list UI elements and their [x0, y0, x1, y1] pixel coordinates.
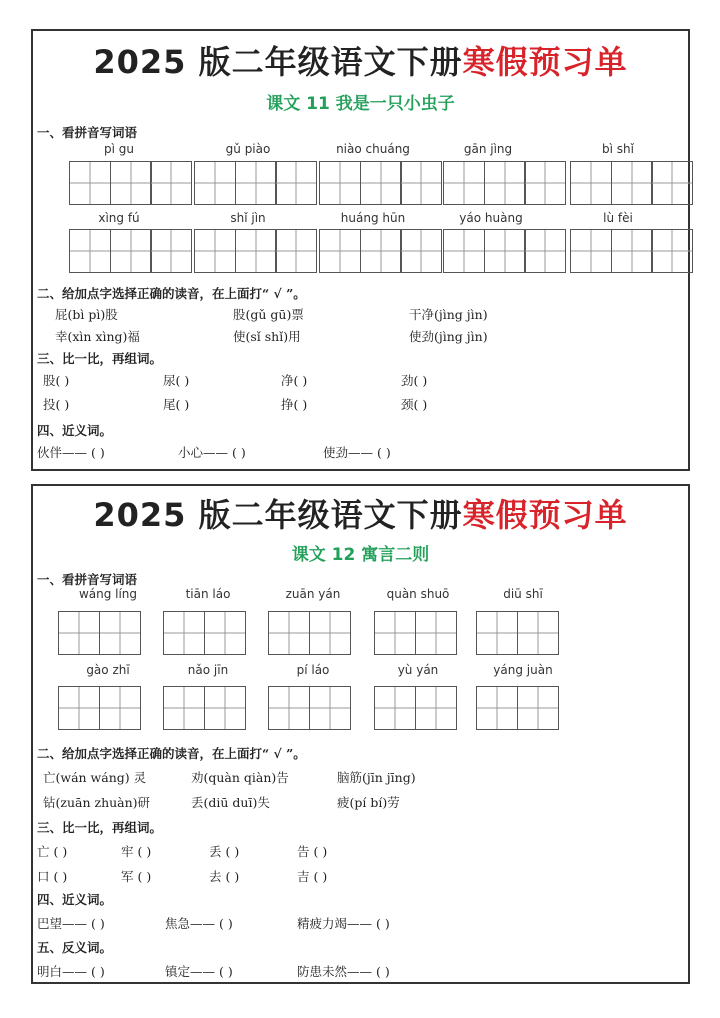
- tian-zi-ge-cell[interactable]: [651, 229, 693, 273]
- tian-zi-ge-cell[interactable]: [360, 229, 402, 273]
- tian-zi-ge-cell[interactable]: [309, 686, 351, 730]
- compare-item[interactable]: 亡 ( ): [37, 844, 68, 859]
- section-heading-pinyin: 一、看拼音写词语: [37, 572, 138, 587]
- tian-zi-ge-cell[interactable]: [319, 161, 361, 205]
- pronunciation-item[interactable]: 使(sǐ shǐ)用: [233, 329, 301, 344]
- compare-item[interactable]: 尿( ): [163, 373, 190, 388]
- writing-grid[interactable]: [194, 229, 316, 273]
- tian-zi-ge-cell[interactable]: [319, 229, 361, 273]
- lesson-subtitle: 课文 12 寓言二则: [291, 545, 430, 565]
- tian-zi-ge-cell[interactable]: [517, 686, 559, 730]
- pronunciation-item[interactable]: 劝(quàn qiàn)告: [191, 770, 289, 785]
- pronunciation-item[interactable]: 钻(zuān zhuàn)研: [43, 795, 151, 810]
- synonym-item[interactable]: 精疲力竭—— ( ): [297, 916, 390, 931]
- tian-zi-ge-cell[interactable]: [69, 229, 111, 273]
- section-heading-compare: 三、比一比，再组词。: [37, 351, 163, 366]
- tian-zi-ge-cell[interactable]: [99, 611, 141, 655]
- tian-zi-ge-cell[interactable]: [194, 229, 236, 273]
- pinyin-label: lù fèi: [603, 211, 633, 225]
- tian-zi-ge-cell[interactable]: [110, 229, 152, 273]
- pronunciation-item[interactable]: 疲(pí bí)劳: [337, 795, 400, 810]
- tian-zi-ge-cell[interactable]: [110, 161, 152, 205]
- pinyin-label: shǐ jìn: [230, 211, 266, 225]
- section-heading-synonyms: 四、近义词。: [37, 423, 113, 438]
- compare-item[interactable]: 吉 ( ): [297, 869, 328, 884]
- tian-zi-ge-cell[interactable]: [150, 229, 192, 273]
- antonym-item[interactable]: 明白—— ( ): [37, 964, 105, 979]
- writing-grid[interactable]: [163, 611, 244, 655]
- compare-item[interactable]: 劲( ): [401, 373, 428, 388]
- writing-grid[interactable]: [163, 686, 244, 730]
- compare-item[interactable]: 军 ( ): [121, 869, 152, 884]
- writing-grid[interactable]: [69, 161, 191, 205]
- pronunciation-item[interactable]: 丢(diū duī)失: [191, 795, 270, 810]
- pinyin-label: niào chuáng: [336, 142, 410, 156]
- compare-item[interactable]: 股( ): [43, 373, 70, 388]
- compare-item[interactable]: 去 ( ): [209, 869, 240, 884]
- synonym-item[interactable]: 伙伴—— ( ): [37, 445, 105, 460]
- writing-grid[interactable]: [374, 611, 455, 655]
- pinyin-label: gào zhī: [86, 663, 130, 677]
- tian-zi-ge-cell[interactable]: [163, 686, 205, 730]
- tian-zi-ge-cell[interactable]: [204, 686, 246, 730]
- pinyin-label: yáo huàng: [459, 211, 523, 225]
- tian-zi-ge-cell[interactable]: [484, 161, 526, 205]
- tian-zi-ge-cell[interactable]: [268, 611, 310, 655]
- tian-zi-ge-cell[interactable]: [360, 161, 402, 205]
- pinyin-label: yáng juàn: [493, 663, 553, 677]
- writing-grid[interactable]: [443, 161, 565, 205]
- tian-zi-ge-cell[interactable]: [99, 686, 141, 730]
- tian-zi-ge-cell[interactable]: [443, 161, 485, 205]
- tian-zi-ge-cell[interactable]: [570, 229, 612, 273]
- tian-zi-ge-cell[interactable]: [651, 161, 693, 205]
- pinyin-label: huáng hūn: [340, 211, 406, 225]
- tian-zi-ge-cell[interactable]: [69, 161, 111, 205]
- antonym-item[interactable]: 防患未然—— ( ): [297, 964, 390, 979]
- section-heading-pronunciation: 二、给加点字选择正确的读音，在上面打“ √ ”。: [37, 746, 306, 761]
- compare-item[interactable]: 告 ( ): [297, 844, 328, 859]
- tian-zi-ge-cell[interactable]: [517, 611, 559, 655]
- pronunciation-item[interactable]: 干净(jìng jìn): [409, 307, 488, 322]
- lesson-subtitle: 课文 11 我是一只小虫子: [266, 94, 455, 114]
- tian-zi-ge-cell[interactable]: [443, 229, 485, 273]
- writing-grid[interactable]: [476, 686, 557, 730]
- pronunciation-item[interactable]: 股(gǔ gū)票: [233, 307, 304, 322]
- synonym-item[interactable]: 使劲—— ( ): [323, 445, 391, 460]
- worksheet-lesson-12: [31, 484, 690, 984]
- writing-grid[interactable]: [570, 229, 692, 273]
- tian-zi-ge-cell[interactable]: [58, 611, 100, 655]
- tian-zi-ge-cell[interactable]: [58, 686, 100, 730]
- tian-zi-ge-cell[interactable]: [570, 161, 612, 205]
- tian-zi-ge-cell[interactable]: [400, 161, 442, 205]
- sheet-title: [33, 37, 688, 83]
- compare-item[interactable]: 挣( ): [281, 397, 308, 412]
- tian-zi-ge-cell[interactable]: [415, 686, 457, 730]
- tian-zi-ge-cell[interactable]: [374, 686, 416, 730]
- pinyin-label: pí láo: [296, 663, 330, 677]
- tian-zi-ge-cell[interactable]: [309, 611, 351, 655]
- tian-zi-ge-cell[interactable]: [611, 229, 653, 273]
- section-heading-synonyms: 四、近义词。: [37, 892, 113, 907]
- pinyin-label: bì shǐ: [602, 142, 634, 156]
- tian-zi-ge-cell[interactable]: [524, 229, 566, 273]
- compare-item[interactable]: 尾( ): [163, 397, 190, 412]
- writing-grid[interactable]: [374, 686, 455, 730]
- pinyin-label: xìng fú: [98, 211, 140, 225]
- antonym-item[interactable]: 镇定—— ( ): [165, 964, 233, 979]
- tian-zi-ge-cell[interactable]: [484, 229, 526, 273]
- pronunciation-item[interactable]: 幸(xìn xìng)福: [55, 329, 140, 344]
- pinyin-label: diū shī: [503, 587, 543, 601]
- pronunciation-item[interactable]: 亡(wán wáng) 灵: [43, 770, 147, 785]
- synonym-item[interactable]: 巴望—— ( ): [37, 916, 105, 931]
- tian-zi-ge-cell[interactable]: [400, 229, 442, 273]
- compare-item[interactable]: 丢 ( ): [209, 844, 240, 859]
- pinyin-label: zuān yán: [285, 587, 341, 601]
- compare-item[interactable]: 净( ): [281, 373, 308, 388]
- writing-grid[interactable]: [58, 686, 139, 730]
- tian-zi-ge-cell[interactable]: [476, 686, 518, 730]
- tian-zi-ge-cell[interactable]: [194, 161, 236, 205]
- title-highlight: 寒假预习单: [462, 43, 628, 81]
- pinyin-label: yù yán: [397, 663, 439, 677]
- pinyin-label: quàn shuō: [386, 587, 450, 601]
- section-heading-pinyin: 一、看拼音写词语: [37, 125, 138, 140]
- writing-grid[interactable]: [69, 229, 191, 273]
- sheet-title: [33, 490, 688, 536]
- tian-zi-ge-cell[interactable]: [163, 611, 205, 655]
- writing-grid[interactable]: [194, 161, 316, 205]
- tian-zi-ge-cell[interactable]: [415, 611, 457, 655]
- pinyin-label: gān jìng: [463, 142, 513, 156]
- writing-grid[interactable]: [319, 229, 441, 273]
- pinyin-label: pì gu: [104, 142, 134, 156]
- writing-grid[interactable]: [443, 229, 565, 273]
- synonym-item[interactable]: 小心—— ( ): [178, 445, 246, 460]
- tian-zi-ge-cell[interactable]: [235, 229, 277, 273]
- tian-zi-ge-cell[interactable]: [235, 161, 277, 205]
- tian-zi-ge-cell[interactable]: [275, 161, 317, 205]
- writing-grid[interactable]: [58, 611, 139, 655]
- tian-zi-ge-cell[interactable]: [268, 686, 310, 730]
- pronunciation-item[interactable]: 使劲(jìng jìn): [409, 329, 488, 344]
- tian-zi-ge-cell[interactable]: [204, 611, 246, 655]
- compare-item[interactable]: 口 ( ): [37, 869, 68, 884]
- pinyin-label: wáng líng: [78, 587, 138, 601]
- pronunciation-item[interactable]: 屁(bì pì)股: [55, 307, 118, 322]
- writing-grid[interactable]: [268, 611, 349, 655]
- writing-grid[interactable]: [570, 161, 692, 205]
- pinyin-label: tiān láo: [185, 587, 231, 601]
- writing-grid[interactable]: [268, 686, 349, 730]
- worksheet-lesson-11: [31, 29, 690, 471]
- synonym-item[interactable]: 焦急—— ( ): [165, 916, 233, 931]
- tian-zi-ge-cell[interactable]: [275, 229, 317, 273]
- compare-item[interactable]: 投( ): [43, 397, 70, 412]
- title-highlight: 寒假预习单: [462, 496, 628, 534]
- tian-zi-ge-cell[interactable]: [374, 611, 416, 655]
- writing-grid[interactable]: [319, 161, 441, 205]
- tian-zi-ge-cell[interactable]: [150, 161, 192, 205]
- pinyin-label: nǎo jīn: [187, 663, 229, 677]
- tian-zi-ge-cell[interactable]: [476, 611, 518, 655]
- compare-item[interactable]: 牢 ( ): [121, 844, 152, 859]
- section-heading-pronunciation: 二、给加点字选择正确的读音，在上面打“ √ ”。: [37, 286, 306, 301]
- compare-item[interactable]: 颈( ): [401, 397, 428, 412]
- title-main: 2025 版二年级语文下册: [93, 43, 463, 81]
- tian-zi-ge-cell[interactable]: [524, 161, 566, 205]
- tian-zi-ge-cell[interactable]: [611, 161, 653, 205]
- section-heading-antonyms: 五、反义词。: [37, 940, 113, 955]
- title-main: 2025 版二年级语文下册: [93, 496, 463, 534]
- section-heading-compare: 三、比一比，再组词。: [37, 820, 163, 835]
- pinyin-label: gǔ piào: [225, 142, 271, 156]
- pronunciation-item[interactable]: 脑筋(jīn jīng): [337, 770, 416, 785]
- writing-grid[interactable]: [476, 611, 557, 655]
